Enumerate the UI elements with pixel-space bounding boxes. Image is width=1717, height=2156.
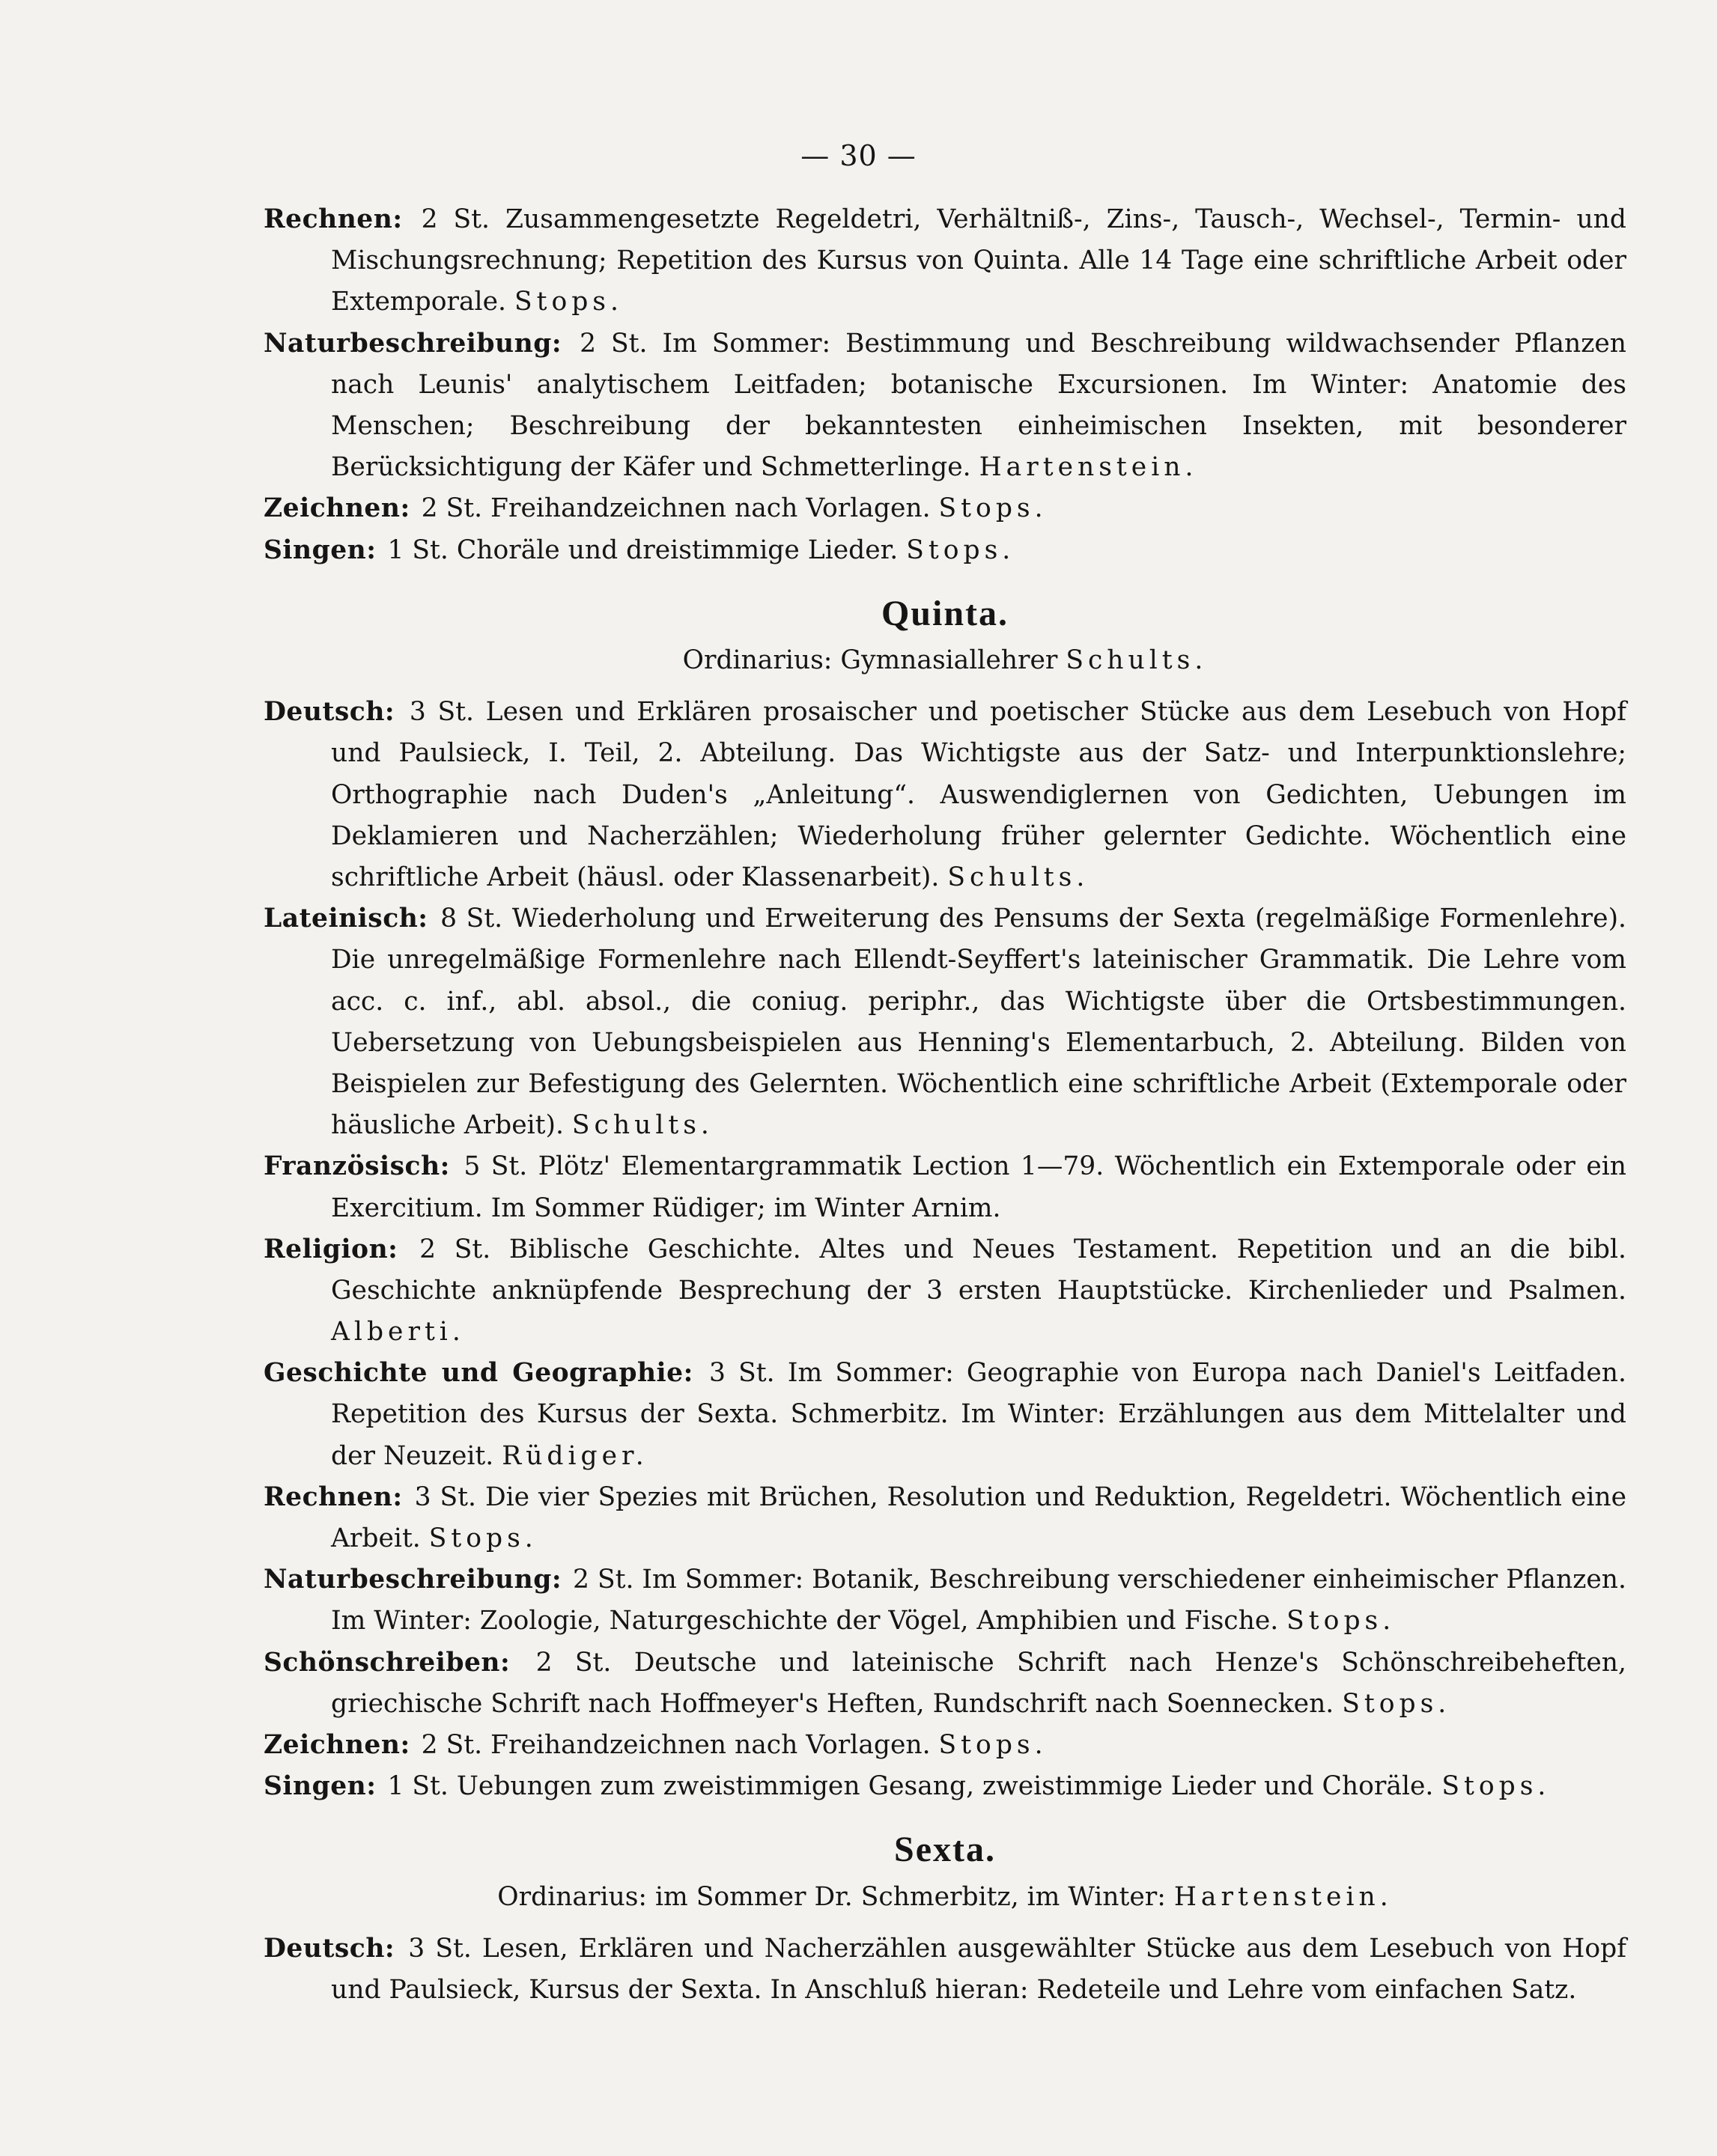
- subject-text: Die vier Spezies mit Brüchen, Resolution und Reduktion, Regeldetri. Wöchentlich eine Arbeit.: [331, 1482, 1626, 1554]
- subject-text: Biblische Geschichte. Altes und Neues Testament. Repetition und an die bibl. Geschichte anknüpfende Besprechung der 3 ersten Hauptstücke. Kirchenlieder und Psalmen.: [331, 1234, 1626, 1306]
- subject-text: Freihandzeichnen nach Vorlagen.: [490, 1729, 931, 1760]
- teacher-name: Alberti.: [331, 1317, 465, 1348]
- subject-hours: 2 St.: [421, 493, 483, 524]
- subject-label: Naturbeschreibung:: [264, 1565, 562, 1595]
- subject-hours: 1 St.: [387, 1771, 449, 1802]
- page-number: — 30 —: [800, 139, 917, 172]
- teacher-name: Rüdiger.: [502, 1440, 648, 1471]
- subject-label: Geschichte und Geographie:: [264, 1358, 693, 1389]
- subject-entry-deutsch: [264, 1928, 1626, 2011]
- subject-hours: 1 St.: [387, 535, 449, 565]
- subject-label: Naturbeschreibung:: [264, 328, 562, 359]
- section-title: Quinta.: [881, 593, 1009, 633]
- subject-entry-schoenschreiben: [264, 1642, 1626, 1725]
- subject-text: Deutsche und lateinische Schrift nach Henze's Schönschreibeheften, griechische Schrift nach Hoffmeyer's Heften, Rundschrift nach Soennecken.: [331, 1647, 1626, 1719]
- subject-hours: 2 St.: [535, 1647, 612, 1678]
- section-title: Sexta.: [894, 1830, 996, 1870]
- subject-entry-lateinisch: [264, 898, 1626, 1146]
- section-quarta-end: [264, 199, 1626, 571]
- subject-text: Im Sommer: Botanik, Beschreibung verschiedener einheimischer Pflanzen. Im Winter: Zoologie, Naturgeschichte der Vögel, Amphibien und Fische.: [331, 1565, 1626, 1636]
- subject-label: Rechnen:: [264, 204, 403, 234]
- subject-text: Freihandzeichnen nach Vorlagen.: [490, 493, 931, 524]
- subject-label: Lateinisch:: [264, 904, 428, 934]
- teacher-name: Stops.: [938, 1729, 1048, 1760]
- subject-entry-rechnen: [264, 199, 1626, 323]
- subject-label: Deutsch:: [264, 697, 395, 728]
- subject-label: Singen:: [264, 535, 377, 565]
- subject-text: Choräle und dreistimmige Lieder.: [456, 535, 899, 565]
- ordinarius-prefix: Ordinarius: Gymnasiallehrer: [682, 645, 1058, 676]
- subject-hours: 2 St.: [419, 1234, 491, 1264]
- teacher-name: Stops.: [1342, 1688, 1451, 1719]
- subject-entry-rechnen: [264, 1477, 1626, 1559]
- subject-entry-singen: [264, 530, 1626, 571]
- subject-hours: 3 St.: [408, 1933, 472, 1964]
- subject-text: Lesen, Erklären und Nacherzählen ausgewählter Stücke aus dem Lesebuch von Hopf und Paulsieck, Kursus der Sexta. In Anschluß hieran: Redeteile und Lehre vom einfachen Satz.: [331, 1933, 1627, 2006]
- subject-hours: 5 St.: [464, 1151, 528, 1182]
- section-quinta: [264, 591, 1626, 1808]
- subject-text: Im Sommer: Geographie von Europa nach Daniel's Leitfaden. Repetition des Kursus der Sexta. Schmerbitz. Im Winter: Erzählungen aus dem Mittelalter und der Neuzeit.: [331, 1358, 1626, 1471]
- subject-entry-religion: [264, 1229, 1626, 1353]
- subject-hours: 2 St.: [580, 328, 648, 359]
- subject-label: Rechnen:: [264, 1482, 403, 1512]
- subject-hours: 3 St.: [409, 697, 474, 728]
- subject-hours: 2 St.: [421, 1729, 483, 1760]
- teacher-name: Stops.: [906, 535, 1015, 565]
- teacher-name: Stops.: [428, 1523, 538, 1554]
- subject-entry-geschichte-geographie: [264, 1353, 1626, 1477]
- subject-entry-zeichnen: [264, 1725, 1626, 1766]
- subject-text: Wiederholung und Erweiterung des Pensums der Sexta (regelmäßige Formenlehre). Die unregelmäßige Formenlehre nach Ellendt-Seyffert's lateinischer Grammatik. Die Lehre vom acc. c. inf., abl. absol., die coniug. periphr., das Wichtigste über die Ortsbestimmungen. Uebersetzung von Uebungsbeispielen aus Henning's Elementarbuch, 2. Abteilung. Bilden von Beispielen zur Befestigung des Gelernten. Wöchentlich eine schriftliche Arbeit (Extemporale oder häusliche Arbeit).: [331, 904, 1627, 1141]
- subject-label: Schönschreiben:: [264, 1647, 511, 1678]
- page-content: [264, 199, 1626, 2011]
- ordinarius-name: Schults.: [1066, 645, 1208, 676]
- section-sexta: [264, 1827, 1626, 2011]
- subject-text: Uebungen zum zweistimmigen Gesang, zweistimmige Lieder und Choräle.: [456, 1771, 1434, 1802]
- subject-label: Zeichnen:: [264, 1729, 410, 1760]
- teacher-name: Schults.: [947, 862, 1090, 893]
- subject-entry-naturbeschreibung: [264, 1559, 1626, 1642]
- subject-hours: 3 St.: [709, 1358, 775, 1389]
- teacher-name: Schults.: [571, 1110, 714, 1141]
- subject-entry-naturbeschreibung: [264, 323, 1626, 489]
- subject-label: Zeichnen:: [264, 493, 410, 524]
- subject-hours: 2 St.: [421, 204, 490, 234]
- ordinarius-line: [264, 640, 1626, 681]
- ordinarius-prefix: Ordinarius: im Sommer Dr. Schmerbitz, im Winter:: [497, 1881, 1166, 1912]
- subject-label: Singen:: [264, 1771, 377, 1802]
- subject-label: Deutsch:: [264, 1933, 395, 1964]
- subject-hours: 8 St.: [440, 904, 503, 934]
- subject-hours: 3 St.: [414, 1482, 476, 1512]
- ordinarius-line: [264, 1877, 1626, 1918]
- subject-hours: 2 St.: [573, 1565, 634, 1595]
- subject-entry-franzoesisch: [264, 1146, 1626, 1228]
- teacher-name: Stops.: [514, 287, 623, 317]
- subject-entry-singen: [264, 1766, 1626, 1807]
- teacher-name: Stops.: [1441, 1771, 1551, 1802]
- subject-text: Lesen und Erklären prosaischer und poetischer Stücke aus dem Lesebuch von Hopf und Paulsieck, I. Teil, 2. Abteilung. Das Wichtigste aus der Satz- und Interpunktionslehre; Orthographie nach Duden's „Anleitung“. Auswendiglernen von Gedichten, Uebungen im Deklamieren und Nacherzählen; Wiederholung früher gelernter Gedichte. Wöchentlich eine schriftliche Arbeit (häusl. oder Klassenarbeit).: [331, 697, 1627, 893]
- subject-text: Plötz' Elementargrammatik Lection 1—79. Wöchentlich ein Extemporale oder ein Exercitium. Im Sommer Rüdiger; im Winter Arnim.: [331, 1151, 1626, 1223]
- subject-text: Im Sommer: Bestimmung und Beschreibung wildwachsender Pflanzen nach Leunis' analytischem Leitfaden; botanische Excursionen. Im Winter: Anatomie des Menschen; Beschreibung der bekanntesten einheimischen Insekten, mit besonderer Berücksichtigung der Käfer und Schmetterlinge.: [331, 328, 1627, 483]
- ordinarius-name: Hartenstein.: [1173, 1881, 1393, 1912]
- subject-label: Religion:: [264, 1234, 398, 1264]
- subject-text: Zusammengesetzte Regeldetri, Verhältniß-, Zins-, Tausch-, Wechsel-, Termin- und Mischungsrechnung; Repetition des Kursus von Quinta. Alle 14 Tage eine schriftliche Arbeit oder Extemporale.: [331, 204, 1626, 317]
- teacher-name: Stops.: [938, 493, 1048, 524]
- subject-label: Französisch:: [264, 1151, 450, 1182]
- subject-entry-deutsch: [264, 692, 1626, 898]
- subject-entry-zeichnen: [264, 488, 1626, 529]
- teacher-name: Hartenstein.: [979, 452, 1198, 483]
- teacher-name: Stops.: [1286, 1606, 1396, 1636]
